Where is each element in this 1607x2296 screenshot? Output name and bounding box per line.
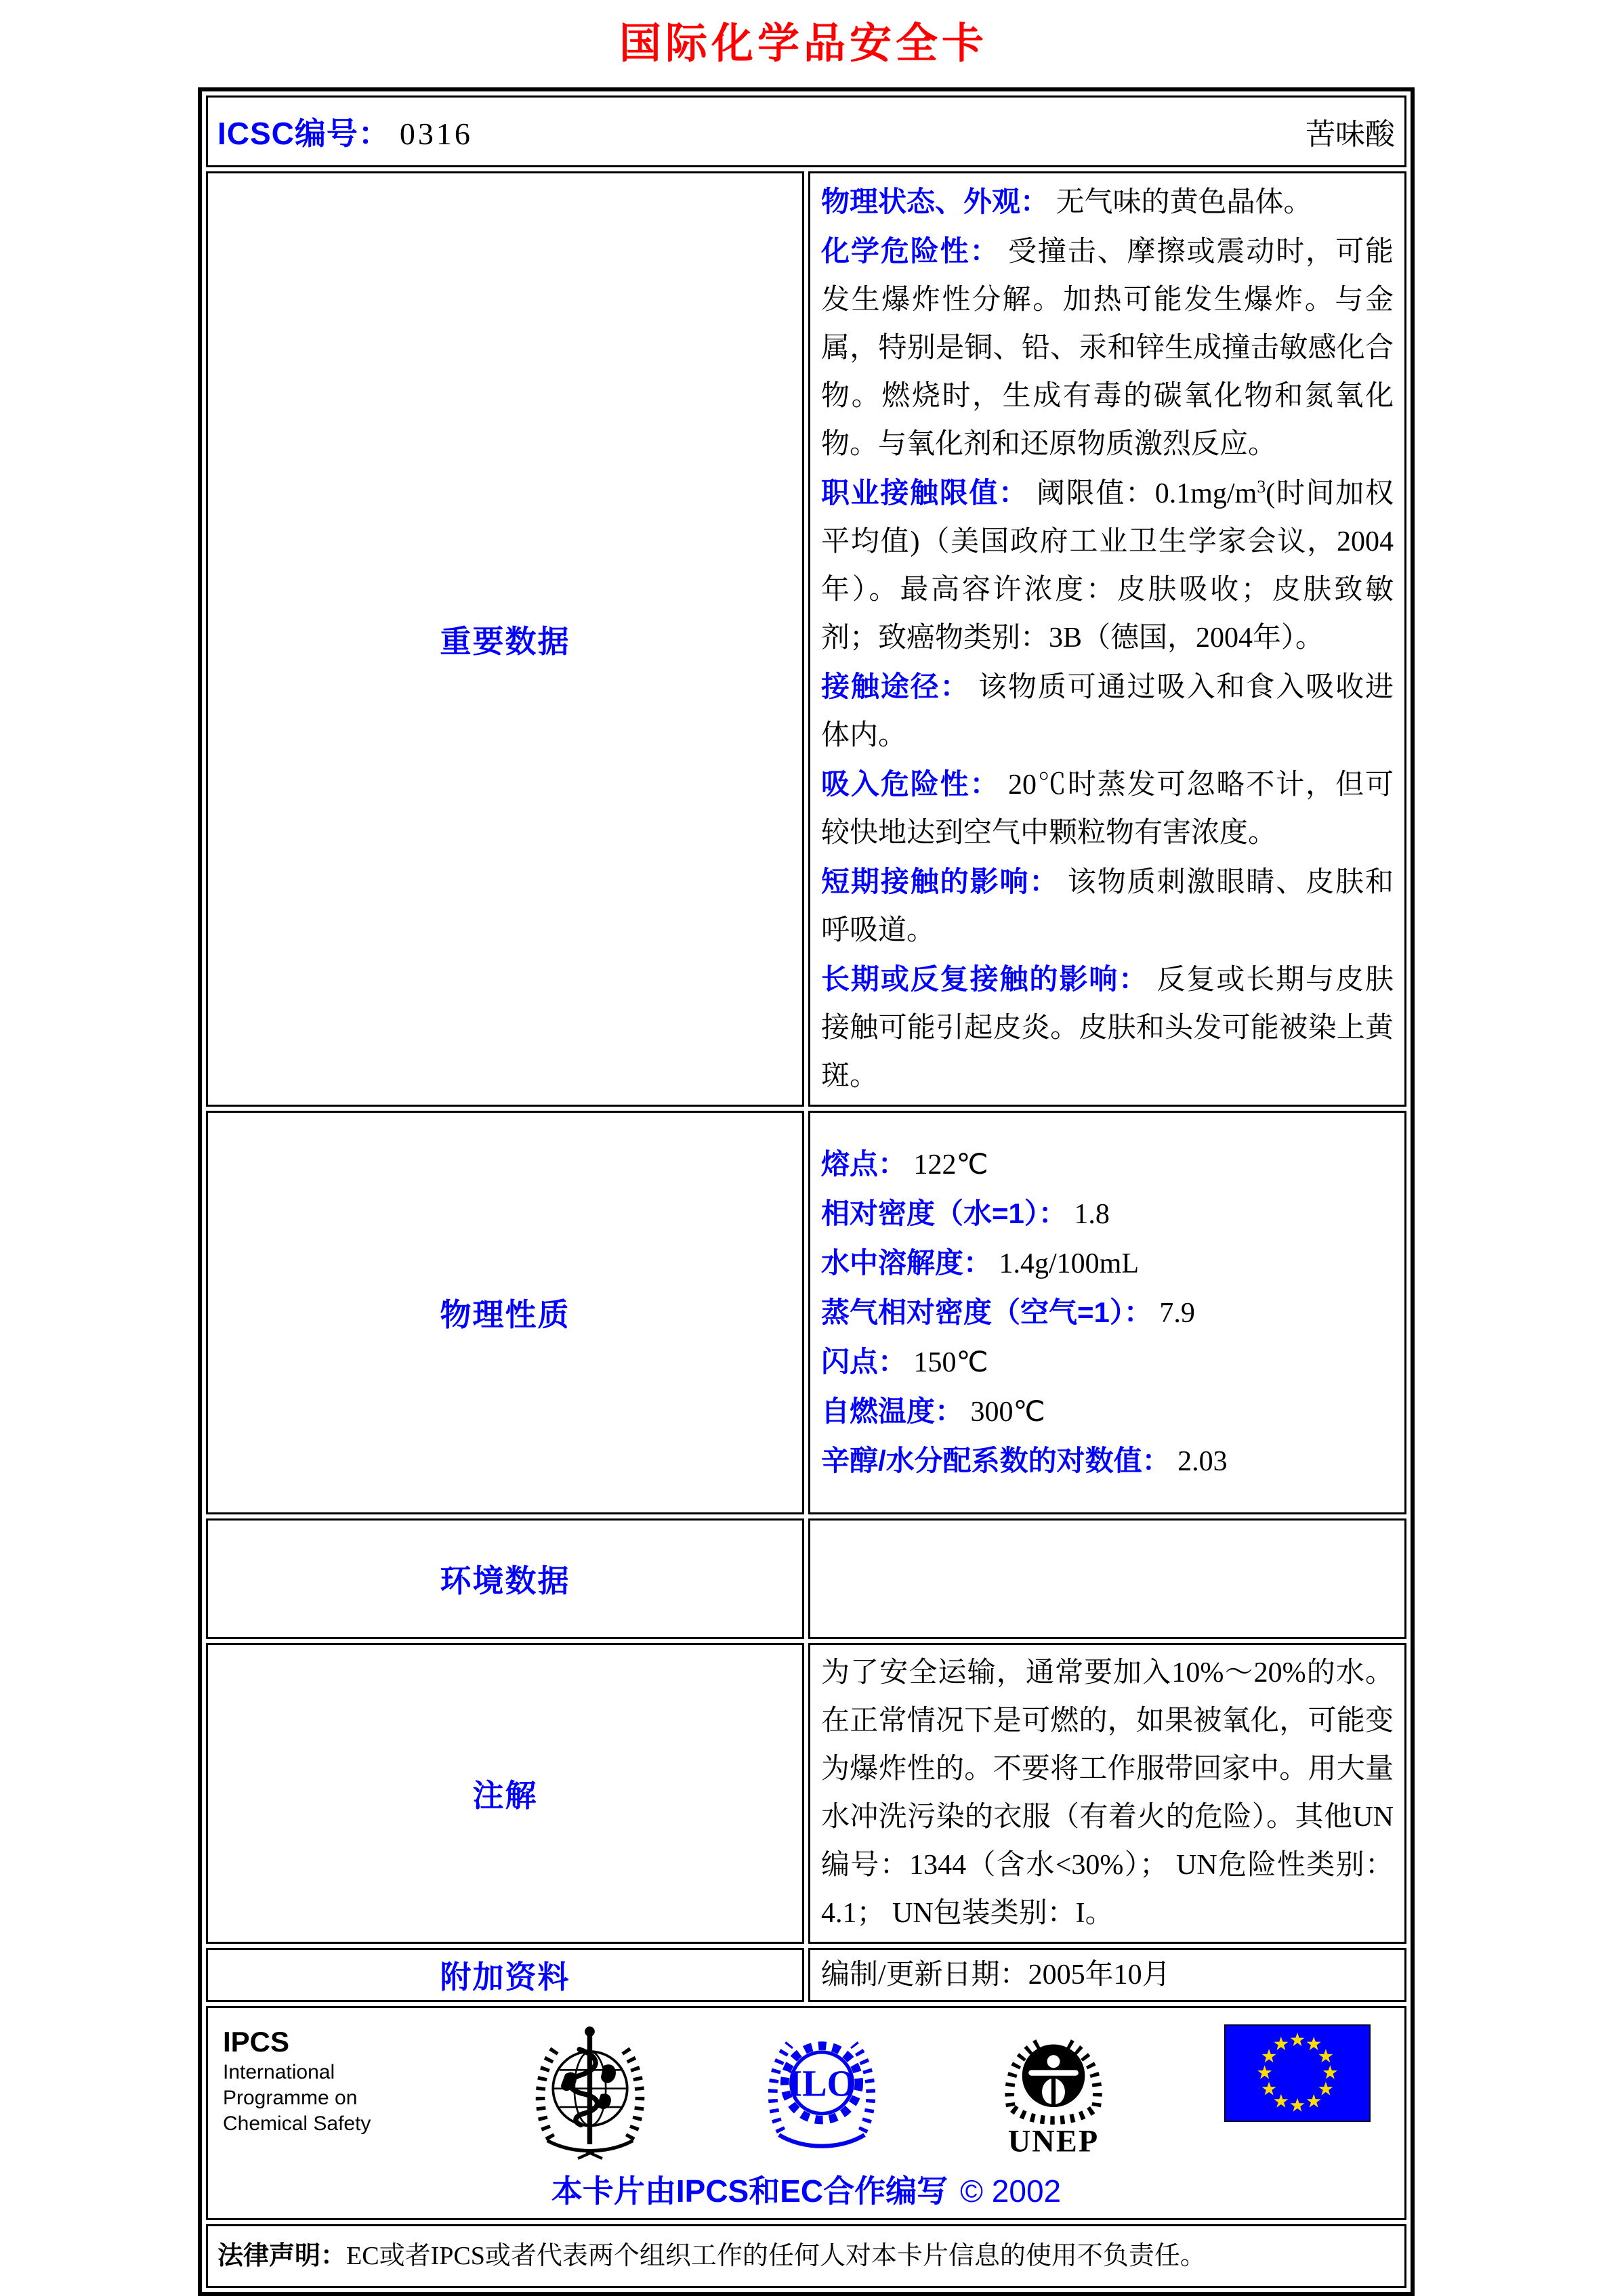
field-inhalation-risk: 吸入危险性： 20℃时蒸发可忽略不计，但可较快地达到空气中颗粒物有害浓度。: [821, 768, 1394, 849]
important-data-row-label: 重要数据: [206, 171, 804, 1107]
page-title: 国际化学品安全卡: [619, 20, 988, 67]
field-vapor-density: 蒸气相对密度（空气=1）： 7.9: [821, 1296, 1195, 1329]
field-autoignition-temp: 自燃温度： 300℃: [821, 1395, 1045, 1428]
who-logo-icon: [529, 2024, 651, 2160]
svg-text:UNEP: UNEP: [1007, 2124, 1100, 2159]
notes-row-label: 注解: [206, 1643, 804, 1944]
field-water-solubility: 水中溶解度： 1.4g/100mL: [821, 1246, 1140, 1279]
icsc-card-table: [198, 87, 1415, 2296]
field-flash-point: 闪点： 150℃: [821, 1345, 988, 1378]
copyright-text: © 2002: [960, 2173, 1062, 2209]
additional-info-content: 编制/更新日期：2005年10月: [808, 1948, 1406, 2002]
field-octanol-water: 辛醇/水分配系数的对数值： 2.03: [821, 1444, 1228, 1477]
important-data-content: [808, 171, 1406, 1107]
chemical-name: 苦味酸: [1306, 118, 1395, 151]
legal-text: EC或者IPCS或者代表两个组织工作的任何人对本卡片信息的使用不负责任。: [346, 2242, 1206, 2270]
unep-logo-icon: [993, 2024, 1114, 2160]
physical-properties-content: [808, 1111, 1406, 1514]
ilo-logo-icon: [761, 2024, 883, 2160]
ipcs-title: IPCS: [223, 2026, 290, 2058]
environmental-data-row: [206, 1518, 1406, 1639]
physical-properties-row: [206, 1111, 1406, 1514]
icsc-number-value: 0316: [399, 116, 473, 151]
field-chemical-danger: 化学危险性： 受撞击、摩擦或震动时，可能发生爆炸性分解。加热可能发生爆炸。与金属，特别是铜、铅、汞和锌生成撞击敏感化合物。燃烧时，生成有毒的碳氧化物和氮氧化物。与氧化剂和还原物质激烈反应。: [821, 235, 1394, 460]
credit-text: 本卡片由IPCS和EC合作编写: [551, 2173, 948, 2209]
physical-properties-row-label: 物理性质: [206, 1111, 804, 1514]
field-relative-density: 相对密度（水=1）： 1.8: [821, 1197, 1110, 1230]
legal-cell: [206, 2224, 1406, 2288]
field-long-term-effects: 长期或反复接触的影响： 反复或长期与皮肤接触可能引起皮炎。皮肤和头发可能被染上黄斑。: [821, 963, 1394, 1092]
logos-row: [206, 2006, 1406, 2220]
eu-flag-icon: [1224, 2024, 1371, 2122]
legal-label: 法律声明：: [217, 2242, 347, 2270]
icsc-number-label: ICSC编号：: [217, 116, 390, 151]
additional-info-row: [206, 1948, 1406, 2002]
field-melting-point: 熔点： 122℃: [821, 1147, 988, 1181]
field-exposure-routes: 接触途径： 该物质可通过吸入和食入吸收进体内。: [821, 671, 1394, 751]
legal-row: [206, 2224, 1406, 2288]
notes-content: [808, 1643, 1406, 1944]
additional-info-row-label: 附加资料: [206, 1948, 804, 2002]
field-occupational-limit: 职业接触限值： 阈限值：$0.1mg/m^3$(时间加权平均值)（美国政府工业卫生学家会议，2004年）。最高容许浓度：皮肤吸收；皮肤致敏剂；致癌物类别：3B（德国，2004年）。: [821, 477, 1394, 654]
icsc-number-group: [217, 109, 473, 154]
important-data-row: [206, 171, 1406, 1107]
header-cell: [206, 95, 1406, 167]
notes-row: [206, 1643, 1406, 1944]
environmental-data-content: [808, 1518, 1406, 1639]
superscript-3: 3: [1257, 477, 1266, 496]
ipcs-text-block: IPCS International Programme on Chemical Safety: [223, 2024, 419, 2137]
svg-text:ILO: ILO: [787, 2062, 856, 2104]
field-physical-state: 物理状态、外观： 无气味的黄色晶体。: [821, 186, 1312, 218]
field-short-term-effects: 短期接触的影响： 该物质刺激眼睛、皮肤和呼吸道。: [821, 866, 1394, 946]
environmental-data-row-label: 环境数据: [206, 1518, 804, 1639]
header-row: [206, 95, 1406, 167]
credit-line: [222, 2167, 1391, 2211]
logos-cell: [206, 2006, 1406, 2220]
notes-text: 为了安全运输，通常要加入10%～20%的水。在正常情况下是可燃的，如果被氧化，可能变为爆炸性的。不要将工作服带回家中。用大量水冲洗污染的衣服（有着火的危险）。其他UN编号：1344（含水<30%）； UN危险性类别：4.1； UN包装类别：I。: [821, 1657, 1394, 1929]
